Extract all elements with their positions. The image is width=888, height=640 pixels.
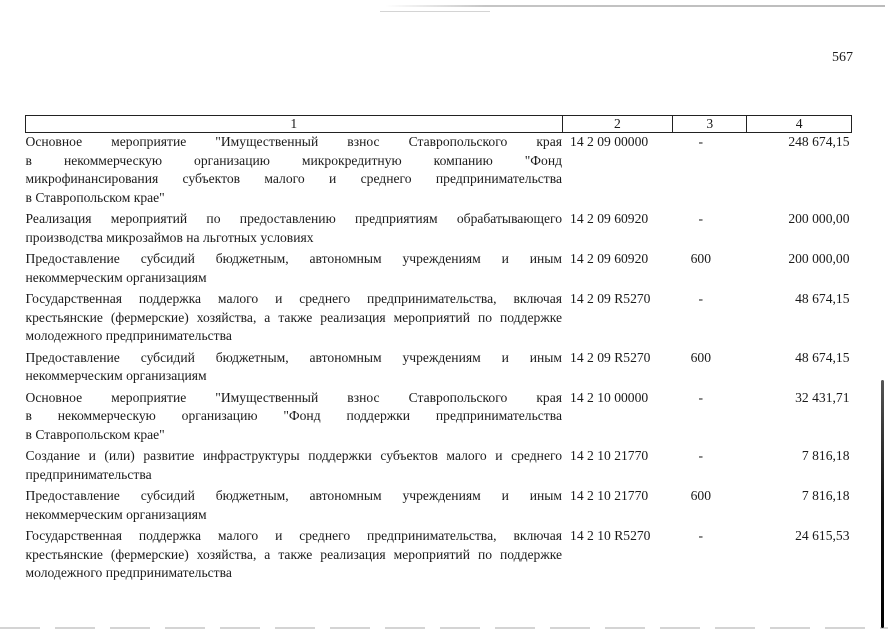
scan-page-edge: [881, 380, 884, 628]
scan-artifact-top-2: [380, 11, 490, 12]
row-amount: 7 816,18: [801, 488, 850, 503]
description-line: крестьянские (фермерские) хозяйства, а также реализация мероприятий по поддержке: [25, 546, 563, 562]
description-line: в некоммерческую организацию микрокредитную компанию "Фонд: [25, 152, 563, 168]
row-expense-type: 600: [690, 349, 711, 365]
row-expense-type: 600: [690, 251, 711, 266]
row-code: 14 2 09 R5270: [570, 349, 651, 365]
row-amount: 200 000,00: [788, 251, 850, 266]
table-row: [26, 133, 852, 209]
description-line: молодежного предпринимательства: [25, 328, 232, 343]
row-expense-type: -: [698, 211, 704, 226]
description-line: Реализация мероприятий по предоставлению предприятиям обрабатывающего: [25, 211, 563, 226]
row-expense-type: -: [698, 134, 704, 149]
description-line: некоммерческим организациям: [25, 368, 207, 383]
description-line: молодежного предпринимательства: [25, 565, 232, 580]
description-line: крестьянские (фермерские) хозяйства, а также реализация мероприятий по поддержке: [25, 309, 563, 325]
row-amount: 48 674,15: [795, 349, 850, 365]
row-code: 14 2 09 R5270: [570, 291, 651, 306]
description-line: Создание и (или) развитие инфраструктуры поддержки субъектов малого и среднего: [25, 448, 563, 463]
row-description: [26, 248, 563, 288]
row-code: 14 2 10 21770: [570, 448, 649, 463]
row-description: [26, 347, 563, 387]
description-line: Предоставление субсидий бюджетным, автономным учреждениям и иным: [25, 251, 563, 266]
row-amount: 200 000,00: [788, 211, 850, 226]
description-line: Предоставление субсидий бюджетным, автономным учреждениям и иным: [25, 488, 563, 503]
description-line: некоммерческим организациям: [25, 506, 207, 522]
row-description: [26, 288, 563, 347]
scan-artifact-bottom: [0, 627, 888, 629]
description-line: Государственная поддержка малого и среднего предпринимательства, включая: [25, 528, 563, 543]
row-code: 14 2 09 00000: [570, 134, 649, 149]
table-row: [26, 387, 852, 446]
description-line: микрофинансирования субъектов малого и среднего предпринимательства: [25, 171, 563, 186]
description-line: Основное мероприятие "Имущественный взнос Ставропольского края: [25, 389, 563, 405]
row-amount: 248 674,15: [788, 134, 850, 149]
description-line: Государственная поддержка малого и среднего предпринимательства, включая: [25, 291, 563, 306]
table-row: [26, 208, 852, 248]
table-row: [26, 525, 852, 584]
row-description: [26, 485, 563, 525]
budget-table: [25, 115, 852, 584]
table-row: [26, 347, 852, 387]
description-line: в некоммерческую организацию "Фонд поддержки предпринимательства: [25, 408, 563, 423]
row-code: 14 2 09 60920: [570, 211, 649, 226]
description-line: некоммерческим организациям: [25, 269, 207, 285]
row-code: 14 2 10 21770: [570, 488, 649, 503]
column-header-1: 1: [26, 116, 563, 133]
table-row: [26, 445, 852, 485]
row-description: [26, 208, 563, 248]
row-expense-type: 600: [690, 488, 711, 503]
description-line: в Ставропольском крае": [25, 426, 165, 442]
row-expense-type: -: [698, 448, 704, 463]
page-number: 567: [832, 50, 853, 65]
scan-artifact-top: [385, 5, 885, 7]
row-description: [26, 445, 563, 485]
description-line: Основное мероприятие "Имущественный взнос Ставропольского края: [25, 134, 563, 149]
row-amount: 7 816,18: [801, 448, 850, 463]
column-header-4: 4: [747, 116, 852, 133]
description-line: Предоставление субсидий бюджетным, автономным учреждениям и иным: [25, 349, 563, 365]
description-line: предпринимательства: [25, 466, 152, 482]
row-amount: 32 431,71: [795, 389, 850, 405]
row-code: 14 2 09 60920: [570, 251, 649, 266]
row-expense-type: -: [698, 291, 704, 306]
row-code: 14 2 10 00000: [570, 389, 649, 405]
row-amount: 48 674,15: [795, 291, 850, 306]
table-body: [26, 133, 852, 584]
table-row: [26, 485, 852, 525]
column-header-3: 3: [673, 116, 747, 133]
table-row: [26, 288, 852, 347]
row-description: [26, 387, 563, 446]
row-expense-type: -: [698, 389, 704, 405]
description-line: в Ставропольском крае": [25, 189, 165, 205]
table-header-row: [26, 116, 852, 133]
row-code: 14 2 10 R5270: [570, 528, 651, 543]
row-amount: 24 615,53: [795, 528, 850, 543]
row-description: [26, 133, 563, 209]
row-description: [26, 525, 563, 584]
column-header-2: 2: [562, 116, 673, 133]
row-expense-type: -: [698, 528, 704, 543]
description-line: производства микрозаймов на льготных условиях: [25, 229, 314, 245]
table-row: [26, 248, 852, 288]
